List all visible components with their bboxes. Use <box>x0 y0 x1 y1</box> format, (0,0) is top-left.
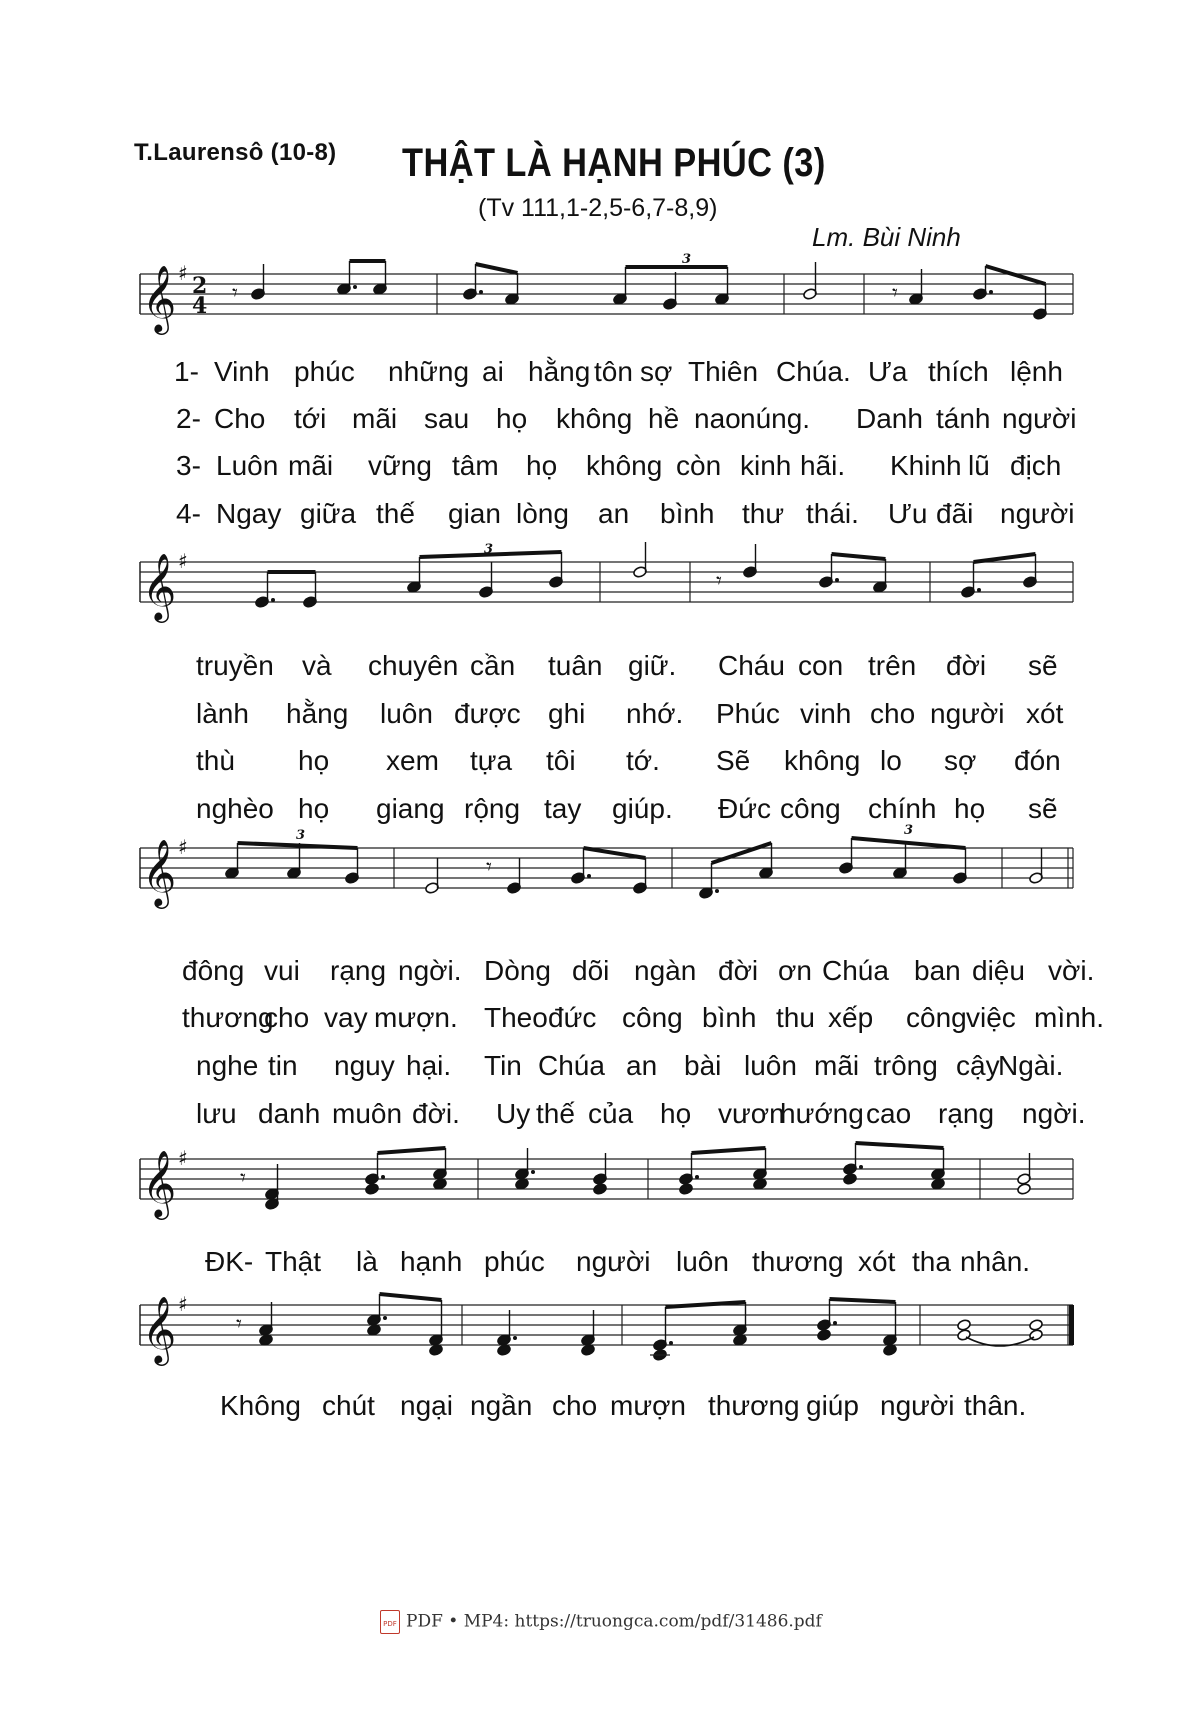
lyric-word: không <box>784 745 861 776</box>
lyric-word: công <box>906 1002 967 1033</box>
lyric-word: danh <box>258 1098 321 1129</box>
triplet-mark: 3 <box>904 823 914 838</box>
lyric-word: ngời. <box>398 955 462 986</box>
lyric-word: thu <box>776 1002 815 1033</box>
lyric-word: cậy <box>956 1050 1000 1081</box>
lyric-word: giữa <box>300 498 357 529</box>
eighth-rest-icon: 𝄾 <box>236 1312 242 1337</box>
lyric-word: dõi <box>572 955 610 986</box>
refrain-word: Không <box>220 1390 301 1421</box>
lyric-word: lòng <box>516 498 569 529</box>
note-head <box>753 1178 768 1191</box>
lyric-line <box>0 650 1200 680</box>
note-head <box>429 1344 444 1357</box>
treble-clef-icon: 𝄞 <box>142 552 177 620</box>
lyric-word: con <box>798 650 844 681</box>
sharp-icon: ♯ <box>178 1146 188 1170</box>
note-dot <box>989 290 993 294</box>
lyric-word: nhớ. <box>626 698 684 729</box>
lyric-word: xót <box>1026 698 1064 729</box>
lyric-word: bài <box>684 1050 722 1081</box>
refrain-word: mượn <box>610 1390 687 1421</box>
lyric-word: ơn <box>778 955 812 986</box>
lyric-word: xem <box>386 745 439 776</box>
lyric-word: kinh <box>740 450 792 481</box>
lyric-word: cho <box>264 1002 310 1033</box>
lyric-word: gian <box>448 498 501 529</box>
lyric-word: tới <box>294 403 327 434</box>
lyric-word: rạng <box>330 955 387 986</box>
lyric-word: vinh <box>800 698 852 729</box>
lyric-word: phúc <box>294 356 355 387</box>
note-dot <box>695 1175 699 1179</box>
note-head <box>843 1173 858 1186</box>
note-dot <box>835 578 839 582</box>
lyric-word: đón <box>1014 745 1061 776</box>
staff-system-3 <box>0 823 1200 914</box>
lyric-word: ghi <box>548 698 586 729</box>
lyric-word: mãi <box>814 1050 860 1081</box>
note-beam <box>476 264 518 273</box>
lyric-word: sẽ <box>1028 793 1058 824</box>
note-head <box>433 1178 448 1191</box>
refrain-word: người <box>880 1390 955 1421</box>
note-beam <box>986 266 1046 284</box>
lyric-word: còn <box>676 450 722 481</box>
lyric-word: tớ. <box>626 745 660 776</box>
lyric-word: chuyên <box>368 650 459 681</box>
lyric-word: 1- <box>174 356 199 387</box>
lyric-word: Danh <box>856 403 923 434</box>
lyric-word: Khinh <box>890 450 962 481</box>
refrain-line <box>0 1390 1200 1420</box>
sharp-icon: ♯ <box>178 1292 188 1316</box>
lyric-word: công <box>622 1002 683 1033</box>
time-signature-bottom: 4 <box>192 293 208 319</box>
lyric-word: Tin <box>484 1050 522 1081</box>
lyric-word: lũ <box>968 450 990 481</box>
refrain-word: luôn <box>676 1246 729 1277</box>
lyric-word: muôn <box>332 1098 403 1129</box>
note-beam <box>974 554 1036 562</box>
note-beam <box>856 1143 944 1148</box>
note-dot <box>833 1321 837 1325</box>
note-beam <box>852 838 966 848</box>
lyric-word: những <box>388 356 470 387</box>
lyric-word: Chúa <box>822 955 889 986</box>
lyric-word: người <box>1002 403 1077 434</box>
refrain-word: Thật <box>265 1246 322 1277</box>
triplet-mark: 3 <box>296 828 306 843</box>
lyric-word: ai <box>482 356 504 387</box>
note-head <box>497 1344 512 1357</box>
lyric-word: Ưu <box>888 498 928 529</box>
refrain-word: thân. <box>964 1390 1027 1421</box>
refrain-line <box>0 1246 1200 1276</box>
note-head <box>733 1334 748 1347</box>
note-head <box>581 1344 596 1357</box>
lyric-word: Chúa <box>538 1050 605 1081</box>
lyric-word: chính <box>868 793 937 824</box>
refrain-word: nhân. <box>960 1246 1031 1277</box>
lyric-word: địch <box>1010 450 1062 481</box>
note-dot <box>715 889 719 893</box>
lyric-line <box>0 356 1200 386</box>
treble-clef-icon: 𝄞 <box>142 1149 177 1217</box>
lyric-word: Cho <box>214 403 266 434</box>
staff-system-4 <box>0 1145 1200 1225</box>
lyric-word: hướng <box>780 1098 864 1129</box>
lyric-word: nghèo <box>196 793 274 824</box>
lyric-word: Ngài. <box>998 1050 1064 1081</box>
lyric-word: mãi <box>352 403 398 434</box>
lyric-word: Dòng <box>484 955 551 986</box>
lyric-word: người <box>930 698 1005 729</box>
lyric-word: Luôn <box>216 450 279 481</box>
time-signature-top: 2 <box>192 273 208 299</box>
note-beam <box>712 843 772 863</box>
lyric-word: vui <box>264 955 300 986</box>
lyric-word: xếp <box>828 1002 874 1033</box>
lyric-word: vươn <box>718 1098 785 1129</box>
lyric-word: lệnh <box>1010 356 1063 387</box>
refrain-word: thương <box>708 1390 800 1421</box>
lyric-word: thế <box>536 1098 575 1129</box>
lyric-word: và <box>302 650 332 681</box>
lyric-word: của <box>588 1098 634 1129</box>
lyric-word: rạng <box>938 1098 995 1129</box>
feast-label: T.Laurensô (10-8) <box>134 139 337 166</box>
refrain-word: người <box>576 1246 651 1277</box>
note-dot <box>669 1341 673 1345</box>
treble-clef-icon: 𝄞 <box>142 1295 177 1363</box>
lyric-word: Ngay <box>216 498 282 529</box>
lyric-word: Đức <box>718 793 771 824</box>
note-beam <box>832 554 886 559</box>
lyric-word: thư <box>742 498 785 529</box>
lyric-word: luôn <box>380 698 433 729</box>
lyric-word: Vinh <box>214 356 270 387</box>
refrain-word: thương <box>752 1246 844 1277</box>
lyric-word: sẽ <box>1028 650 1058 681</box>
refrain-word: tha <box>912 1246 951 1277</box>
refrain-word: phúc <box>484 1246 545 1277</box>
note-head <box>931 1178 946 1191</box>
lyric-word: Sẽ <box>716 745 751 776</box>
lyric-word: vững <box>368 450 432 481</box>
note-head <box>259 1334 274 1347</box>
lyric-word: tin <box>268 1050 298 1081</box>
note-head <box>1017 1183 1032 1196</box>
psalm-reference: (Tv 111,1-2,5-6,7-8,9) <box>478 194 718 222</box>
lyric-word: 2- <box>176 403 201 434</box>
treble-clef-icon: 𝄞 <box>142 264 177 332</box>
lyric-word: không <box>586 450 663 481</box>
lyric-line <box>0 1050 1200 1080</box>
lyric-word: đời <box>946 650 987 681</box>
triplet-mark: 3 <box>682 252 692 267</box>
lyric-word: ngàn <box>634 955 697 986</box>
lyric-word: trên <box>868 650 917 681</box>
note-beam <box>378 1148 446 1153</box>
lyric-word: được <box>454 698 521 729</box>
lyric-line <box>0 793 1200 823</box>
note-head <box>515 1178 530 1191</box>
lyric-line <box>0 403 1200 433</box>
triplet-mark: 3 <box>484 542 494 557</box>
lyric-word: sợ <box>640 356 673 387</box>
lyric-word: công <box>780 793 841 824</box>
lyric-word: Chúa. <box>776 356 851 387</box>
lyric-word: hằng <box>528 356 591 387</box>
lyric-word: đời. <box>412 1098 460 1129</box>
lyric-word: truyền <box>196 650 274 681</box>
lyric-word: núng. <box>740 403 811 434</box>
refrain-word: xót <box>858 1246 896 1277</box>
note-head <box>593 1183 608 1196</box>
note-dot <box>531 1170 535 1174</box>
lyric-word: nguy <box>334 1050 395 1081</box>
lyric-line <box>0 745 1200 775</box>
lyric-word: lưu <box>196 1098 237 1129</box>
lyric-word: vời. <box>1048 955 1095 986</box>
lyric-word: Phúc <box>716 698 780 729</box>
refrain-word: giúp <box>806 1390 859 1421</box>
footer-link[interactable] <box>380 1610 822 1634</box>
lyric-word: Theo <box>484 1002 548 1033</box>
note-head <box>679 1183 694 1196</box>
lyric-word: người <box>1000 498 1075 529</box>
treble-clef-icon: 𝄞 <box>142 838 177 906</box>
lyric-word: luôn <box>744 1050 797 1081</box>
lyric-word: mình. <box>1034 1002 1105 1033</box>
note-head <box>367 1324 382 1337</box>
note-beam <box>692 1148 766 1153</box>
lyric-word: đông <box>182 955 245 986</box>
lyric-line <box>0 955 1200 985</box>
lyric-word: nao <box>694 403 741 434</box>
lyric-word: sau <box>424 403 470 434</box>
sharp-icon: ♯ <box>178 835 188 859</box>
lyric-word: bình <box>702 1002 757 1033</box>
sharp-icon: ♯ <box>178 261 188 285</box>
note-beam <box>380 1294 442 1300</box>
lyric-word: Cháu <box>718 650 785 681</box>
lyric-line <box>0 498 1200 528</box>
lyric-word: lành <box>196 698 249 729</box>
note-head <box>883 1344 898 1357</box>
lyric-word: trông <box>874 1050 938 1081</box>
staff-system-1 <box>0 252 1200 340</box>
note-dot <box>271 598 275 602</box>
note-head <box>957 1319 972 1332</box>
note-dot <box>587 874 591 878</box>
composer-name: Lm. Bùi Ninh <box>812 222 961 252</box>
lyric-word: giúp. <box>612 793 673 824</box>
refrain-word: ĐK- <box>205 1246 254 1277</box>
lyric-word: ngời. <box>1022 1098 1086 1129</box>
note-dot <box>479 290 483 294</box>
lyric-word: tuân <box>548 650 603 681</box>
lyric-word: họ <box>298 745 330 776</box>
lyric-word: giữ. <box>628 650 677 681</box>
lyric-word: diệu <box>972 955 1025 986</box>
staff-system-2 <box>0 542 1200 628</box>
lyric-word: thái. <box>806 498 859 529</box>
eighth-rest-icon: 𝄾 <box>240 1166 246 1191</box>
lyric-word: an <box>598 498 630 529</box>
note-beam <box>830 1299 896 1302</box>
note-dot <box>381 1175 385 1179</box>
lyric-line <box>0 1098 1200 1128</box>
lyric-word: hề <box>648 403 680 434</box>
lyric-word: đời <box>718 955 759 986</box>
lyric-word: họ <box>298 793 330 824</box>
lyric-word: Uy <box>496 1098 531 1129</box>
lyric-word: giang <box>376 793 445 824</box>
footer-text: PDF • MP4: https://truongca.com/pdf/31486.pdf <box>406 1611 822 1632</box>
lyric-word: tay <box>544 793 582 824</box>
note-head <box>365 1183 380 1196</box>
lyric-word: mượn. <box>374 1002 458 1033</box>
lyric-word: rộng <box>464 793 521 824</box>
lyric-word: họ <box>660 1098 692 1129</box>
lyric-word: tôi <box>546 745 576 776</box>
lyric-word: cho <box>870 698 916 729</box>
lyric-word: hại. <box>406 1050 452 1081</box>
lyric-word: tựa <box>470 745 513 776</box>
lyric-word: thương <box>182 1002 274 1033</box>
lyric-word: cao <box>866 1098 912 1129</box>
lyric-line <box>0 1002 1200 1032</box>
note-beam <box>666 1302 746 1307</box>
lyric-word: ban <box>914 955 961 986</box>
lyric-word: đức <box>548 1002 597 1033</box>
lyric-word: hằng <box>286 698 349 729</box>
lyric-word: thù <box>196 745 235 776</box>
lyric-word: mãi <box>288 450 334 481</box>
lyric-word: không <box>556 403 633 434</box>
lyric-word: 4- <box>176 498 201 529</box>
lyric-word: thế <box>376 498 415 529</box>
refrain-word: ngại <box>400 1390 453 1421</box>
song-title: THẬT LÀ HẠNH PHÚC (3) <box>402 141 826 185</box>
note-head <box>1029 1319 1044 1332</box>
lyric-word: Ưa <box>868 356 908 387</box>
eighth-rest-icon: 𝄾 <box>486 855 492 880</box>
lyric-word: lo <box>880 745 902 776</box>
note-head <box>817 1329 832 1342</box>
refrain-word: hạnh <box>400 1246 463 1277</box>
refrain-word: cho <box>552 1390 598 1421</box>
refrain-word: ngần <box>470 1390 533 1421</box>
lyric-word: họ <box>526 450 558 481</box>
lyric-word: bình <box>660 498 715 529</box>
eighth-rest-icon: 𝄾 <box>232 281 238 306</box>
note-dot <box>977 588 981 592</box>
lyric-word: Thiên <box>688 356 759 387</box>
note-beam <box>584 848 646 858</box>
lyric-line <box>0 450 1200 480</box>
lyric-word: việc <box>966 1002 1016 1033</box>
pdf-icon: PDF <box>380 1610 400 1634</box>
staff-system-5 <box>0 1291 1200 1371</box>
lyric-word: họ <box>954 793 986 824</box>
note-beam <box>238 843 358 848</box>
note-dot <box>383 1316 387 1320</box>
lyric-word: thích <box>928 356 989 387</box>
note-dot <box>513 1336 517 1340</box>
lyric-word: an <box>626 1050 658 1081</box>
refrain-word: là <box>356 1246 378 1277</box>
eighth-rest-icon: 𝄾 <box>892 281 898 306</box>
lyric-word: cần <box>470 650 516 681</box>
lyric-word: tôn <box>594 356 633 387</box>
lyric-word: đãi <box>936 498 974 529</box>
note-dot <box>353 285 357 289</box>
note-dot <box>859 1165 863 1169</box>
lyric-word: 3- <box>176 450 201 481</box>
refrain-word: chút <box>322 1390 375 1421</box>
lyric-word: tâm <box>452 450 499 481</box>
lyric-word: nghe <box>196 1050 259 1081</box>
lyric-word: vay <box>324 1002 368 1033</box>
sharp-icon: ♯ <box>178 549 188 573</box>
eighth-rest-icon: 𝄾 <box>716 569 722 594</box>
lyric-word: sợ <box>944 745 977 776</box>
lyric-word: họ <box>496 403 528 434</box>
lyric-word: hãi. <box>800 450 846 481</box>
lyric-word: tánh <box>936 403 991 434</box>
lyric-line <box>0 698 1200 728</box>
final-barline <box>1069 1305 1074 1345</box>
